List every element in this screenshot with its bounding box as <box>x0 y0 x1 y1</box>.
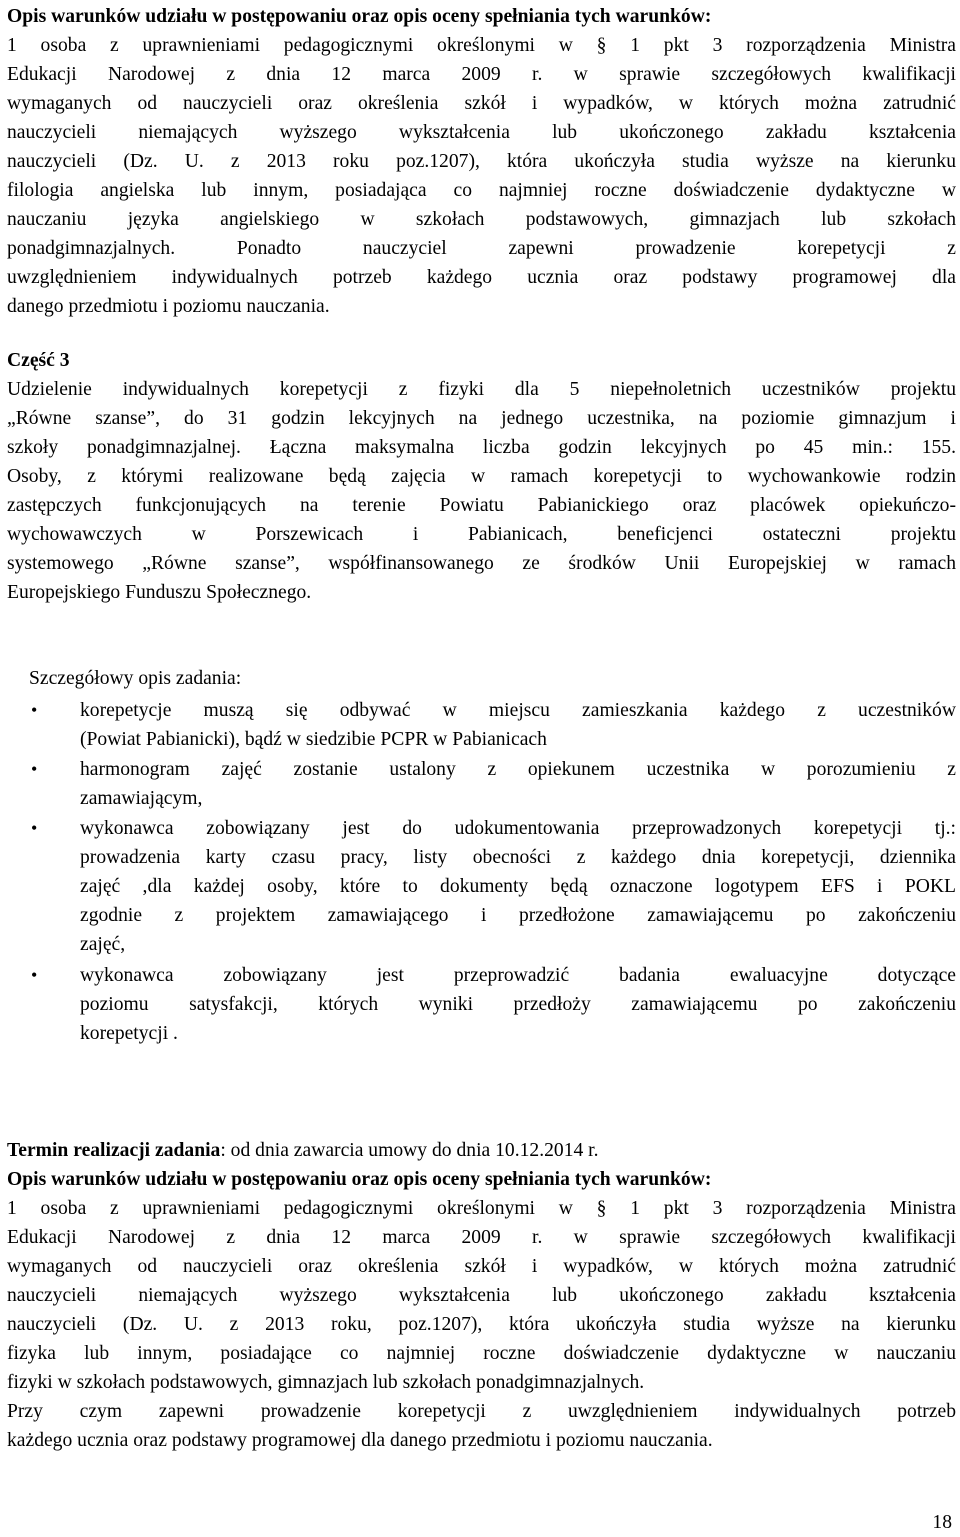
section-heading: Opis warunków udziału w postępowaniu oraz opis oceny spełniania tych warunków: <box>7 6 712 27</box>
paragraph-line: nauczaniu języka angielskiego w szkołach podstawowych, gimnazjach lub szkołach <box>7 209 956 230</box>
list-item-text <box>80 814 956 959</box>
list-item-line: zajęć ,dla każdej osoby, które to dokumenty będą oznaczone logotypem EFS i POKL <box>80 876 956 897</box>
list-item-line: prowadzenia karty czasu pracy, listy obecności z każdego dnia korepetycji, dziennika <box>80 847 956 868</box>
list-item-line: harmonogram zajęć zostanie ustalony z opiekunem uczestnika w porozumieniu z <box>80 759 956 780</box>
paragraph-line: fizyka lub innym, posiadające co najmniej roczne doświadczenie dydaktyczne w nauczaniu <box>7 1343 956 1364</box>
bullet-icon: • <box>31 818 38 838</box>
termin-label: Termin realizacji zadania <box>7 1140 221 1161</box>
paragraph-line: wymaganych od nauczycieli oraz określenia szkół i wypadków, w których można zatrudnić <box>7 93 956 114</box>
list-item-text <box>80 961 956 1048</box>
list-item-line: zajęć, <box>80 934 126 955</box>
list-item-text <box>80 755 956 813</box>
page-number: 18 <box>932 1512 952 1533</box>
list-item-line: zgodnie z projektem zamawiającego i przedłożone zamawiającemu po zakończeniu <box>80 905 956 926</box>
paragraph-line: danego przedmiotu i poziomu nauczania. <box>7 296 330 317</box>
section-heading: Opis warunków udziału w postępowaniu oraz opis oceny spełniania tych warunków: <box>7 1169 712 1190</box>
paragraph-line: 1 osoba z uprawnieniami pedagogicznymi określonymi w § 1 pkt 3 rozporządzenia Ministra <box>7 35 956 56</box>
paragraph-line: każdego ucznia oraz podstawy programowej dla danego przedmiotu i poziomu nauczania. <box>7 1430 713 1451</box>
list-item-line: (Powiat Pabianicki), bądź w siedzibie PCPR w Pabianicach <box>80 729 547 750</box>
paragraph-line: szkoły ponadgimnazjalnej. Łączna maksymalna liczba godzin lekcyjnych po 45 min.: 155. <box>7 437 956 458</box>
paragraph-line: Osoby, z którymi realizowane będą zajęcia w ramach korepetycji to wychowankowie rodzin <box>7 466 956 487</box>
list-item-text <box>80 696 956 754</box>
paragraph-line: ponadgimnazjalnych. Ponadto nauczyciel zapewni prowadzenie korepetycji z <box>7 238 956 259</box>
paragraph-line: Edukacji Narodowej z dnia 12 marca 2009 r. w sprawie szczegółowych kwalifikacji <box>7 64 956 85</box>
paragraph-line: 1 osoba z uprawnieniami pedagogicznymi określonymi w § 1 pkt 3 rozporządzenia Ministra <box>7 1198 956 1219</box>
list-item-line: korepetycji . <box>80 1023 178 1044</box>
paragraph-line: fizyki w szkołach podstawowych, gimnazjach lub szkołach ponadgimnazjalnych. <box>7 1372 645 1393</box>
termin-value: : od dnia zawarcia umowy do dnia 10.12.2014 r. <box>220 1140 599 1161</box>
list-item-line: wykonawca zobowiązany jest do udokumentowania przeprowadzonych korepetycji tj.: <box>80 818 956 839</box>
paragraph-line: nauczycieli niemających wyższego wykształcenia lub ukończonego zakładu kształcenia <box>7 1285 956 1306</box>
bullet-icon: • <box>31 700 38 720</box>
conditions-section-physics <box>7 1165 956 1455</box>
paragraph-line: nauczycieli niemających wyższego wykształcenia lub ukończonego zakładu kształcenia <box>7 122 956 143</box>
paragraph-line: Udzielenie indywidualnych korepetycji z fizyki dla 5 niepełnoletnich uczestników projektu <box>7 379 956 400</box>
list-item-line: wykonawca zobowiązany jest przeprowadzić badania ewaluacyjne dotyczące <box>80 965 956 986</box>
list-item-line: korepetycje muszą się odbywać w miejscu zamieszkania każdego z uczestników <box>80 700 956 721</box>
paragraph-line: nauczycieli (Dz. U. z 2013 roku, poz.1207), która ukończyła studia wyższe na kierunku <box>7 1314 956 1335</box>
paragraph-line: Edukacji Narodowej z dnia 12 marca 2009 r. w sprawie szczegółowych kwalifikacji <box>7 1227 956 1248</box>
paragraph-line: wychowawczych w Porszewicach i Pabianicach, beneficjenci ostateczni projektu <box>7 524 956 545</box>
bullet-icon: • <box>31 759 38 779</box>
paragraph-line: filologia angielska lub innym, posiadająca co najmniej roczne doświadczenie dydaktyczne w <box>7 180 956 201</box>
list-item-line: poziomu satysfakcji, których wyniki przedłoży zamawiającemu po zakończeniu <box>80 994 956 1015</box>
list-item-line: zamawiającym, <box>80 788 203 809</box>
part-heading: Część 3 <box>7 350 70 371</box>
paragraph-line: wymaganych od nauczycieli oraz określenia szkół i wypadków, w których można zatrudnić <box>7 1256 956 1277</box>
conditions-section-english <box>7 2 956 321</box>
paragraph-line: systemowego „Równe szanse”, współfinansowanego ze środków Unii Europejskiej w ramach <box>7 553 956 574</box>
part-3-section <box>7 346 956 607</box>
details-heading: Szczegółowy opis zadania: <box>29 668 242 689</box>
paragraph-line: zastępczych funkcjonujących na terenie Powiatu Pabianickiego oraz placówek opiekuńczo- <box>7 495 956 516</box>
paragraph-line: uwzględnieniem indywidualnych potrzeb każdego ucznia oraz podstawy programowej dla <box>7 267 956 288</box>
paragraph-line: nauczycieli (Dz. U. z 2013 roku poz.1207), która ukończyła studia wyższe na kierunku <box>7 151 956 172</box>
bullet-icon: • <box>31 965 38 985</box>
paragraph-line: Europejskiego Funduszu Społecznego. <box>7 582 312 603</box>
termin-line <box>7 1136 956 1165</box>
paragraph-line: „Równe szanse”, do 31 godzin lekcyjnych na jednego uczestnika, na poziomie gimnazjum i <box>7 408 956 429</box>
paragraph-line: Przy czym zapewni prowadzenie korepetycji z uwzględnieniem indywidualnych potrzeb <box>7 1401 956 1422</box>
